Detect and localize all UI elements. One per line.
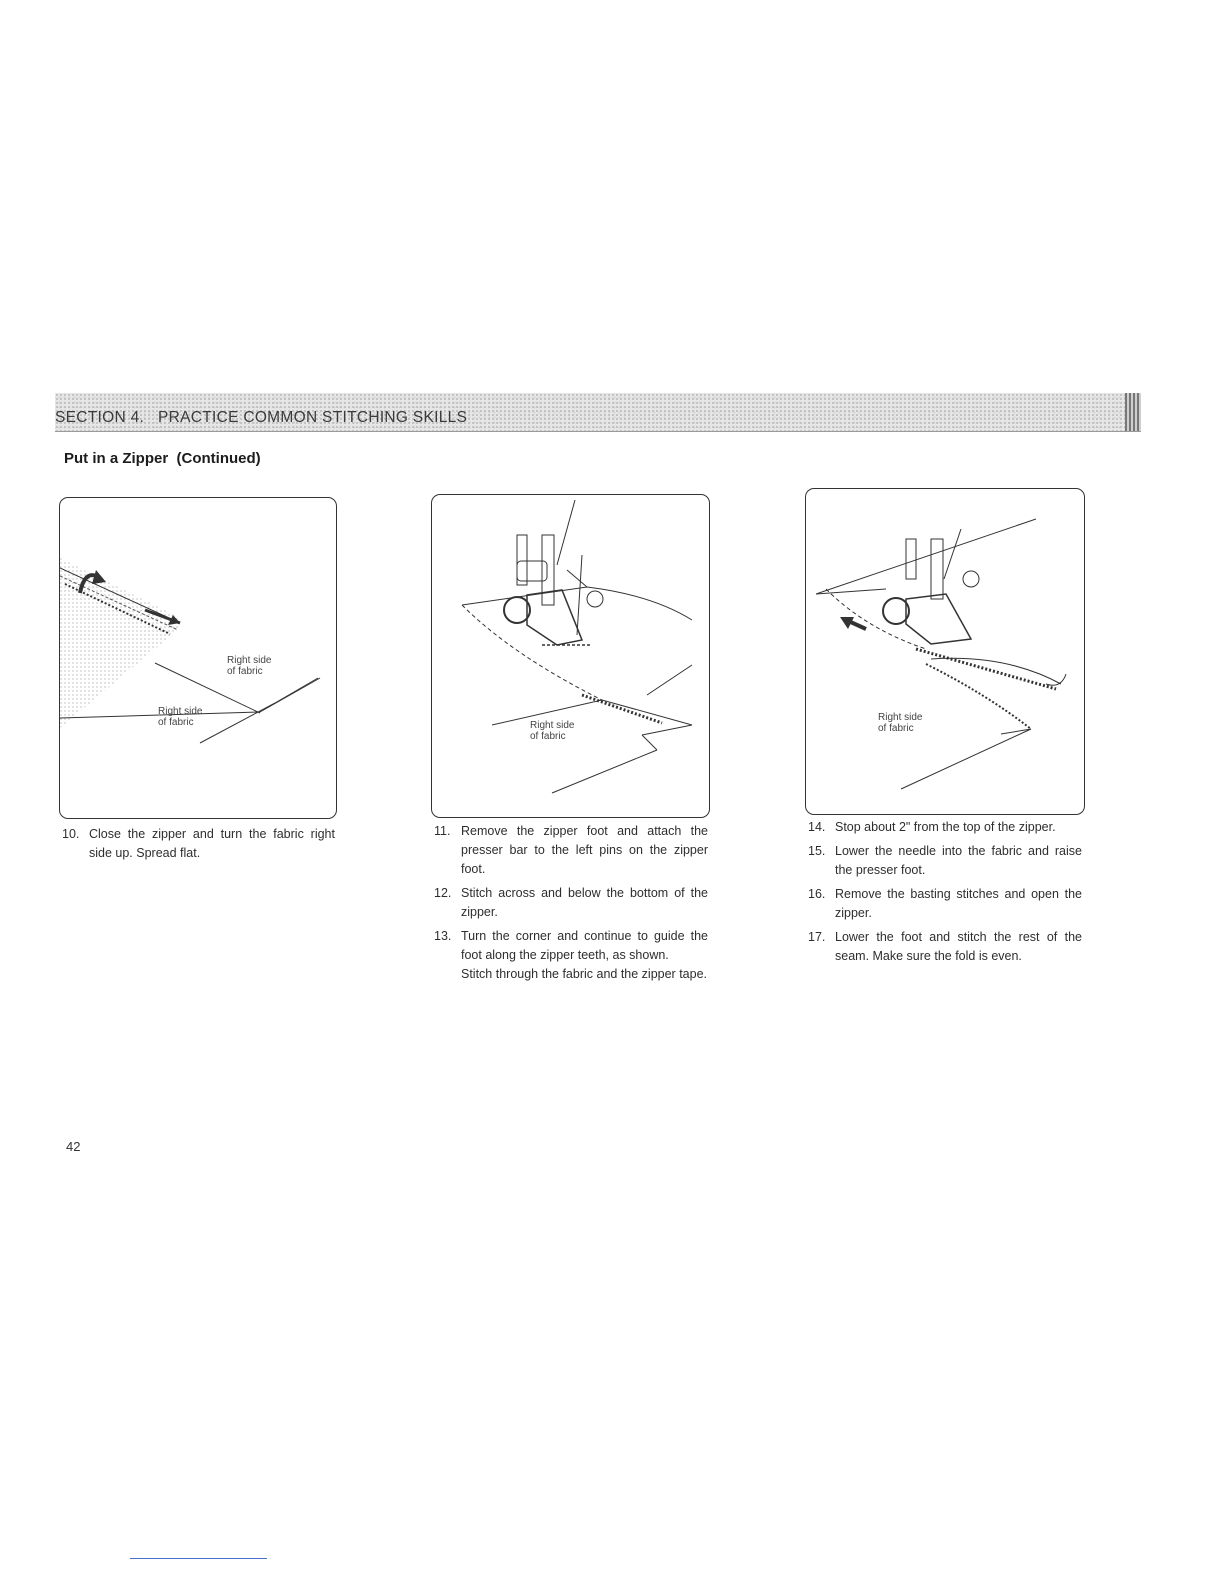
step-number: 13. xyxy=(434,929,452,943)
step-11 xyxy=(434,822,708,879)
section-title: SECTION 4. PRACTICE COMMON STITCHING SKILLS xyxy=(55,409,468,426)
zipper-foot-icon xyxy=(906,594,971,644)
step-text-continued: Stitch through the fabric and the zipper tape. xyxy=(461,967,707,981)
step-16 xyxy=(808,885,1082,923)
step-text: Close the zipper and turn the fabric right side up. Spread flat. xyxy=(89,827,335,860)
presser-screw-icon xyxy=(504,597,530,623)
figure-2-stitch-corner xyxy=(431,494,710,818)
figure-3-label-right-side: Right side of fabric xyxy=(878,712,923,734)
step-10 xyxy=(62,825,335,863)
step-14 xyxy=(808,818,1082,837)
step-15 xyxy=(808,842,1082,880)
figure-1-label-right-side-a: Right side of fabric xyxy=(227,655,272,677)
fabric-shading xyxy=(60,558,180,728)
step-text: Stitch across and below the bottom of the zipper. xyxy=(461,886,708,919)
step-text: Turn the corner and continue to guide the foot along the zipper teeth, as shown. xyxy=(461,929,708,962)
page-number: 42 xyxy=(66,1139,81,1154)
steps-column-2 xyxy=(434,822,708,989)
section-header-band xyxy=(55,393,1141,432)
step-12 xyxy=(434,884,708,922)
figure-2-label-right-side: Right side of fabric xyxy=(530,720,575,742)
figure-3-stitch-zipper-side xyxy=(805,488,1085,815)
step-number: 11. xyxy=(434,824,451,838)
step-text: Lower the foot and stitch the rest of the seam. Make sure the fold is even. xyxy=(835,930,1082,963)
footer-rule xyxy=(130,1558,267,1559)
step-number: 17. xyxy=(808,930,826,944)
step-number: 12. xyxy=(434,886,452,900)
figure-1-zipper-turned xyxy=(59,497,337,819)
band-edge-marker xyxy=(1125,393,1141,431)
step-number: 15. xyxy=(808,844,826,858)
step-number: 10. xyxy=(62,827,80,841)
step-13 xyxy=(434,927,708,984)
step-number: 14. xyxy=(808,820,826,834)
steps-column-3 xyxy=(808,818,1082,971)
step-text: Remove the zipper foot and attach the presser bar to the left pins on the zipper foot. xyxy=(461,824,708,876)
steps-column-1 xyxy=(62,825,335,868)
step-text: Lower the needle into the fabric and raise the presser foot. xyxy=(835,844,1082,877)
step-text: Stop about 2" from the top of the zipper. xyxy=(835,820,1056,834)
step-17 xyxy=(808,928,1082,966)
figure-1-illustration xyxy=(60,498,336,818)
page-subtitle: Put in a Zipper (Continued) xyxy=(64,450,261,467)
step-text: Remove the basting stitches and open the zipper. xyxy=(835,887,1082,920)
step-number: 16. xyxy=(808,887,826,901)
figure-2-illustration xyxy=(432,495,709,817)
figure-3-illustration xyxy=(806,489,1084,814)
presser-screw-icon xyxy=(883,598,909,624)
figure-1-label-right-side-b: Right side of fabric xyxy=(158,706,203,728)
